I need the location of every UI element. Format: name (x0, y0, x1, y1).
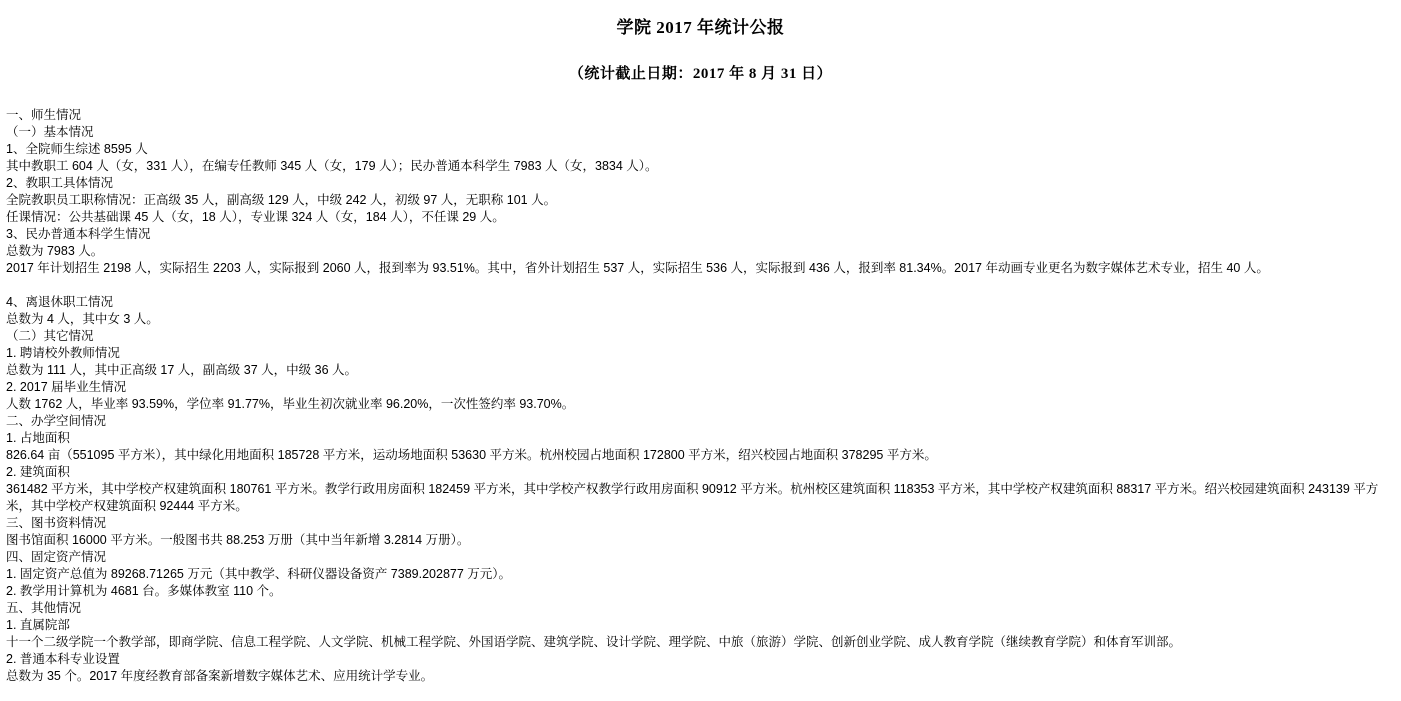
body-line: 总数为 4 人，其中女 3 人。 (6, 311, 159, 326)
body-line: 826.64 亩（551095 平方米），其中绿化用地面积 185728 平方米，运动场地面积 53630 平方米。杭州校园占地面积 172800 平方米，绍兴校园占地面积 378295 平方米。 (6, 447, 937, 462)
body-line: 1、全院师生综述 8595 人 (6, 141, 148, 156)
body-line: 任课情况：公共基础课 45 人（女，18 人），专业课 324 人（女，184 人），不任课 29 人。 (6, 209, 505, 224)
body-line: （一）基本情况 (6, 124, 94, 139)
body-line: 1. 占地面积 (6, 430, 70, 445)
body-spacer (6, 277, 1395, 294)
body-line: 2、教职工具体情况 (6, 175, 113, 190)
body-line: 总数为 35 个。2017 年度经教育部备案新增数字媒体艺术、应用统计学专业。 (6, 668, 434, 683)
body-line: 三、图书资料情况 (6, 515, 107, 530)
title-block (0, 0, 1401, 83)
body-line: 一、师生情况 (6, 107, 82, 122)
body-line: 二、办学空间情况 (6, 413, 107, 428)
body-line: 十一个二级学院一个教学部，即商学院、信息工程学院、人文学院、机械工程学院、外国语学院、建筑学院、设计学院、理学院、中旅（旅游）学院、创新创业学院、成人教育学院（继续教育学院）和体育军训部。 (6, 634, 1182, 649)
body-line: 五、其他情况 (6, 600, 82, 615)
body-line: 总数为 111 人，其中正高级 17 人，副高级 37 人，中级 36 人。 (6, 362, 357, 377)
body-line: 3、民办普通本科学生情况 (6, 226, 151, 241)
body-line: 2. 教学用计算机为 4681 台。多媒体教室 110 个。 (6, 583, 282, 598)
document-body (0, 107, 1401, 685)
body-line: 全院教职员工职称情况：正高级 35 人，副高级 129 人，中级 242 人，初级 97 人，无职称 101 人。 (6, 192, 557, 207)
body-line: 人数 1762 人，毕业率 93.59%，学位率 91.77%，毕业生初次就业率 96.20%，一次性签约率 93.70%。 (6, 396, 575, 411)
body-line: 361482 平方米，其中学校产权建筑面积 180761 平方米。教学行政用房面积 182459 平方米，其中学校产权教学行政用房面积 90912 平方米。杭州校区建筑面积 118353 平方米，其中学校产权建筑面积 88317 平方米。绍兴校园建筑面积 243139 平方米，其中学校产权建筑面积 92444 平方米。 (6, 481, 1379, 513)
body-line: 图书馆面积 16000 平方米。一般图书共 88.253 万册（其中当年新增 3.2814 万册）。 (6, 532, 470, 547)
body-line: 四、固定资产情况 (6, 549, 107, 564)
body-line: 2. 2017 届毕业生情况 (6, 379, 127, 394)
body-line: 2017 年计划招生 2198 人，实际招生 2203 人，实际报到 2060 人，报到率为 93.51%。其中，省外计划招生 537 人，实际招生 536 人，实际报到 436 人，报到率 81.34%。2017 年动画专业更名为数字媒体艺术专业，招生 40 人。 (6, 260, 1269, 275)
body-line: 2. 建筑面积 (6, 464, 70, 479)
document-title: 学院 2017 年统计公报 (616, 18, 785, 37)
body-line: 1. 固定资产总值为 89268.71265 万元（其中教学、科研仪器设备资产 7389.202877 万元）。 (6, 566, 512, 581)
body-line: 4、离退休职工情况 (6, 294, 113, 309)
body-line: 其中教职工 604 人（女，331 人），在编专任教师 345 人（女，179 人）；民办普通本科学生 7983 人（女，3834 人）。 (6, 158, 658, 173)
body-line: 总数为 7983 人。 (6, 243, 104, 258)
body-line: 2. 普通本科专业设置 (6, 651, 120, 666)
body-line: 1. 聘请校外教师情况 (6, 345, 120, 360)
body-line: 1. 直属院部 (6, 617, 70, 632)
body-line: （二）其它情况 (6, 328, 94, 343)
document-subtitle: （统计截止日期：2017 年 8 月 31 日） (568, 65, 833, 82)
